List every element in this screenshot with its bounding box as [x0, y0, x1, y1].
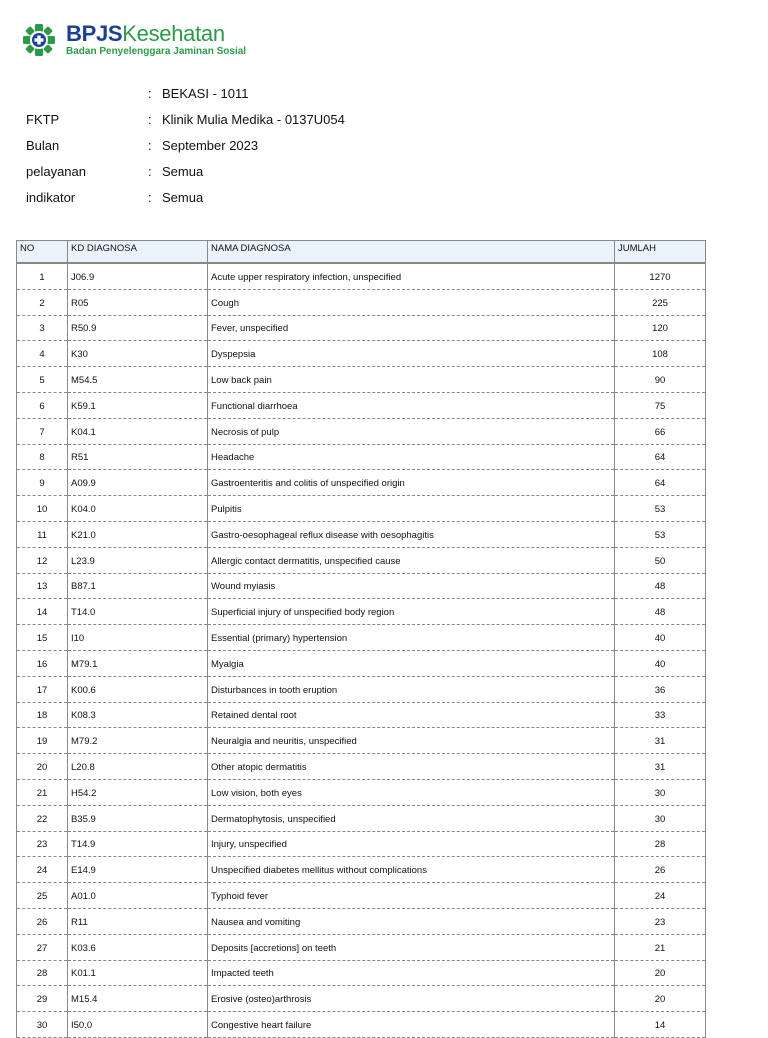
cell-nama-diagnosa: Neuralgia and neuritis, unspecified: [208, 728, 615, 754]
cell-kd-diagnosa: R50.9: [68, 315, 208, 341]
cell-nama-diagnosa: Superficial injury of unspecified body region: [208, 599, 615, 625]
table-row: [17, 728, 706, 754]
cell-kd-diagnosa: R05: [68, 289, 208, 315]
cell-jumlah: 53: [615, 521, 706, 547]
cell-kd-diagnosa: K08.3: [68, 702, 208, 728]
cell-kd-diagnosa: J06.9: [68, 263, 208, 289]
cell-nama-diagnosa: Acute upper respiratory infection, unspecified: [208, 263, 615, 289]
cell-kd-diagnosa: M79.2: [68, 728, 208, 754]
table-row: [17, 367, 706, 393]
cell-nama-diagnosa: Typhoid fever: [208, 883, 615, 909]
cell-no: 29: [17, 986, 68, 1012]
cell-jumlah: 66: [615, 418, 706, 444]
table-row: [17, 857, 706, 883]
diagnosis-table: [16, 240, 706, 1038]
cell-nama-diagnosa: Dyspepsia: [208, 341, 615, 367]
cell-no: 18: [17, 702, 68, 728]
cell-kd-diagnosa: M79.1: [68, 650, 208, 676]
cell-jumlah: 30: [615, 805, 706, 831]
meta-value-bulan: September 2023: [162, 137, 259, 153]
cell-kd-diagnosa: T14.0: [68, 599, 208, 625]
cell-no: 10: [17, 496, 68, 522]
cell-kd-diagnosa: A09.9: [68, 470, 208, 496]
cell-jumlah: 31: [615, 728, 706, 754]
cell-nama-diagnosa: Necrosis of pulp: [208, 418, 615, 444]
table-row: [17, 625, 706, 651]
meta-row-wilayah: [26, 80, 726, 106]
cell-no: 7: [17, 418, 68, 444]
cell-no: 16: [17, 650, 68, 676]
cell-nama-diagnosa: Allergic contact dermatitis, unspecified cause: [208, 547, 615, 573]
table-row: [17, 521, 706, 547]
cell-jumlah: 14: [615, 1012, 706, 1038]
cell-nama-diagnosa: Fever, unspecified: [208, 315, 615, 341]
table-row: [17, 341, 706, 367]
cell-no: 4: [17, 341, 68, 367]
cell-nama-diagnosa: Nausea and vomiting: [208, 908, 615, 934]
cell-nama-diagnosa: Wound myiasis: [208, 573, 615, 599]
table-row: [17, 805, 706, 831]
cell-nama-diagnosa: Congestive heart failure: [208, 1012, 615, 1038]
cell-kd-diagnosa: M54.5: [68, 367, 208, 393]
cell-kd-diagnosa: I50.0: [68, 1012, 208, 1038]
cell-kd-diagnosa: K59.1: [68, 392, 208, 418]
cell-jumlah: 23: [615, 908, 706, 934]
cell-jumlah: 31: [615, 754, 706, 780]
cell-kd-diagnosa: M15.4: [68, 986, 208, 1012]
cell-jumlah: 120: [615, 315, 706, 341]
header-jumlah: JUMLAH: [615, 241, 706, 264]
meta-row-fktp: [26, 106, 726, 132]
meta-row-indikator: [26, 184, 726, 210]
cell-jumlah: 30: [615, 779, 706, 805]
cell-jumlah: 1270: [615, 263, 706, 289]
cell-no: 15: [17, 625, 68, 651]
cell-no: 9: [17, 470, 68, 496]
cell-jumlah: 225: [615, 289, 706, 315]
cell-jumlah: 64: [615, 470, 706, 496]
cell-kd-diagnosa: E14.9: [68, 857, 208, 883]
cell-kd-diagnosa: R51: [68, 444, 208, 470]
table-row: [17, 676, 706, 702]
diagnosis-table-wrap: [16, 240, 705, 1038]
cell-jumlah: 90: [615, 367, 706, 393]
cell-nama-diagnosa: Unspecified diabetes mellitus without complications: [208, 857, 615, 883]
cell-jumlah: 48: [615, 599, 706, 625]
cell-kd-diagnosa: L23.9: [68, 547, 208, 573]
cell-nama-diagnosa: Headache: [208, 444, 615, 470]
cell-kd-diagnosa: K03.6: [68, 934, 208, 960]
cell-nama-diagnosa: Gastro-oesophageal reflux disease with oesophagitis: [208, 521, 615, 547]
table-row: [17, 470, 706, 496]
cell-jumlah: 108: [615, 341, 706, 367]
table-row: [17, 547, 706, 573]
meta-label-indikator: indikator: [26, 189, 76, 205]
cell-no: 1: [17, 263, 68, 289]
table-row: [17, 934, 706, 960]
cell-jumlah: 75: [615, 392, 706, 418]
cell-jumlah: 33: [615, 702, 706, 728]
table-row: [17, 418, 706, 444]
cell-nama-diagnosa: Myalgia: [208, 650, 615, 676]
cell-jumlah: 53: [615, 496, 706, 522]
cell-no: 12: [17, 547, 68, 573]
table-row: [17, 702, 706, 728]
meta-value-wilayah: BEKASI - 1011: [162, 85, 249, 101]
cell-nama-diagnosa: Disturbances in tooth eruption: [208, 676, 615, 702]
cell-kd-diagnosa: K04.0: [68, 496, 208, 522]
cell-no: 5: [17, 367, 68, 393]
meta-label-bulan: Bulan: [26, 137, 60, 153]
cell-nama-diagnosa: Injury, unspecified: [208, 831, 615, 857]
logo-brand: [66, 23, 246, 45]
cell-nama-diagnosa: Low vision, both eyes: [208, 779, 615, 805]
table-row: [17, 883, 706, 909]
cell-kd-diagnosa: H54.2: [68, 779, 208, 805]
cell-jumlah: 20: [615, 986, 706, 1012]
cell-no: 23: [17, 831, 68, 857]
cell-jumlah: 21: [615, 934, 706, 960]
cell-nama-diagnosa: Pulpitis: [208, 496, 615, 522]
meta-colon: :: [148, 163, 152, 179]
meta-value-indikator: Semua: [162, 189, 204, 205]
cell-no: 28: [17, 960, 68, 986]
table-row: [17, 444, 706, 470]
cell-no: 8: [17, 444, 68, 470]
cell-jumlah: 26: [615, 857, 706, 883]
report-meta: [26, 80, 726, 210]
cell-no: 21: [17, 779, 68, 805]
cell-nama-diagnosa: Gastroenteritis and colitis of unspecified origin: [208, 470, 615, 496]
cell-no: 2: [17, 289, 68, 315]
meta-row-pelayanan: [26, 158, 726, 184]
cell-jumlah: 20: [615, 960, 706, 986]
cell-kd-diagnosa: L20.8: [68, 754, 208, 780]
cell-nama-diagnosa: Other atopic dermatitis: [208, 754, 615, 780]
logo-subtitle: Badan Penyelenggara Jaminan Sosial: [66, 46, 247, 57]
table-row: [17, 754, 706, 780]
table-header-row: [17, 241, 706, 264]
table-row: [17, 908, 706, 934]
cell-no: 26: [17, 908, 68, 934]
cell-nama-diagnosa: Impacted teeth: [208, 960, 615, 986]
header-kd-diagnosa: KD DIAGNOSA: [68, 241, 208, 264]
cell-kd-diagnosa: K04.1: [68, 418, 208, 444]
table-row: [17, 986, 706, 1012]
meta-row-bulan: [26, 132, 726, 158]
bpjs-logo: [22, 22, 246, 58]
cell-kd-diagnosa: K01.1: [68, 960, 208, 986]
cell-kd-diagnosa: A01.0: [68, 883, 208, 909]
table-row: [17, 496, 706, 522]
table-row: [17, 599, 706, 625]
cell-nama-diagnosa: Essential (primary) hypertension: [208, 625, 615, 651]
cell-jumlah: 50: [615, 547, 706, 573]
cell-jumlah: 36: [615, 676, 706, 702]
cell-jumlah: 64: [615, 444, 706, 470]
meta-colon: :: [148, 111, 152, 127]
table-row: [17, 1012, 706, 1038]
cell-kd-diagnosa: T14.9: [68, 831, 208, 857]
cell-no: 11: [17, 521, 68, 547]
meta-label-fktp: FKTP: [26, 111, 60, 127]
cell-no: 30: [17, 1012, 68, 1038]
cell-kd-diagnosa: B35.9: [68, 805, 208, 831]
cell-nama-diagnosa: Cough: [208, 289, 615, 315]
table-row: [17, 315, 706, 341]
cell-jumlah: 48: [615, 573, 706, 599]
meta-label-pelayanan: pelayanan: [26, 163, 86, 179]
cell-kd-diagnosa: K30: [68, 341, 208, 367]
cell-no: 25: [17, 883, 68, 909]
logo-brand-kesehatan: Kesehatan: [122, 21, 225, 46]
meta-colon: :: [148, 85, 152, 101]
cell-no: 19: [17, 728, 68, 754]
meta-colon: :: [148, 189, 152, 205]
cell-jumlah: 40: [615, 625, 706, 651]
cell-no: 17: [17, 676, 68, 702]
table-row: [17, 263, 706, 289]
table-body: [17, 263, 706, 1037]
table-row: [17, 392, 706, 418]
cell-no: 27: [17, 934, 68, 960]
cell-kd-diagnosa: K00.6: [68, 676, 208, 702]
table-row: [17, 960, 706, 986]
cell-no: 20: [17, 754, 68, 780]
cell-jumlah: 40: [615, 650, 706, 676]
table-row: [17, 650, 706, 676]
cell-no: 3: [17, 315, 68, 341]
bpjs-logo-icon: [22, 23, 56, 57]
cell-nama-diagnosa: Retained dental root: [208, 702, 615, 728]
cell-kd-diagnosa: R11: [68, 908, 208, 934]
cell-nama-diagnosa: Low back pain: [208, 367, 615, 393]
meta-value-fktp: Klinik Mulia Medika - 0137U054: [162, 111, 345, 127]
cell-nama-diagnosa: Deposits [accretions] on teeth: [208, 934, 615, 960]
cell-no: 13: [17, 573, 68, 599]
cell-no: 24: [17, 857, 68, 883]
cell-kd-diagnosa: I10: [68, 625, 208, 651]
cell-jumlah: 24: [615, 883, 706, 909]
cell-no: 14: [17, 599, 68, 625]
meta-value-pelayanan: Semua: [162, 163, 204, 179]
table-row: [17, 831, 706, 857]
table-row: [17, 289, 706, 315]
cell-no: 6: [17, 392, 68, 418]
cell-nama-diagnosa: Erosive (osteo)arthrosis: [208, 986, 615, 1012]
cell-nama-diagnosa: Dermatophytosis, unspecified: [208, 805, 615, 831]
logo-brand-bpjs: BPJS: [66, 21, 123, 46]
header-no: NO: [17, 241, 68, 264]
cell-jumlah: 28: [615, 831, 706, 857]
meta-colon: :: [148, 137, 152, 153]
header-nama-diagnosa: NAMA DIAGNOSA: [208, 241, 615, 264]
table-row: [17, 573, 706, 599]
table-row: [17, 779, 706, 805]
cell-kd-diagnosa: B87.1: [68, 573, 208, 599]
cell-nama-diagnosa: Functional diarrhoea: [208, 392, 615, 418]
cell-kd-diagnosa: K21.0: [68, 521, 208, 547]
cell-no: 22: [17, 805, 68, 831]
